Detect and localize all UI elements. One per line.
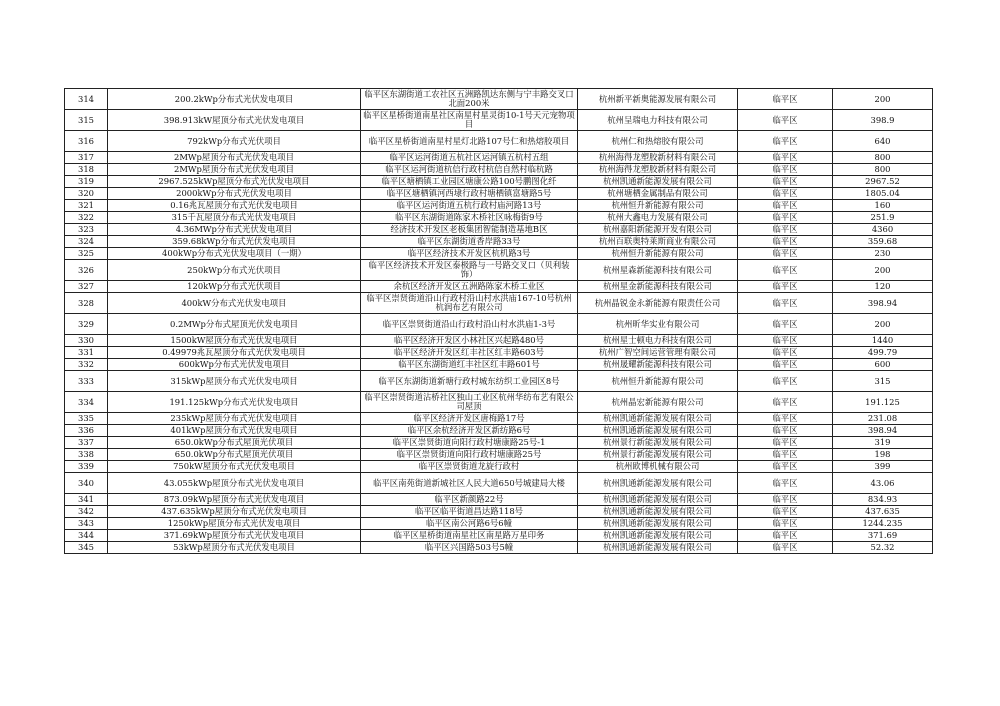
project-address-cell: 临平区兴国路503号5幢 [361, 542, 578, 554]
row-number-cell: 344 [65, 530, 108, 542]
project-name-cell: 43.055kWp屋顶分布式光伏发电项目 [108, 473, 361, 494]
table-row [65, 248, 933, 260]
table-row [65, 293, 933, 314]
table-row [65, 518, 933, 530]
table-row [65, 260, 933, 281]
project-name-cell: 315kWp屋顶分布式光伏发电项目 [108, 371, 361, 392]
row-number-cell: 318 [65, 164, 108, 176]
row-number-cell: 315 [65, 110, 108, 131]
project-name-cell: 650.0kWp分布式屋顶光伏项目 [108, 449, 361, 461]
district-cell: 临平区 [738, 506, 833, 518]
project-address-cell: 临平区临平街道昌达路118号 [361, 506, 578, 518]
project-name-cell: 0.49979兆瓦屋顶分布式光伏发电项目 [108, 347, 361, 359]
capacity-cell: 200 [833, 89, 933, 110]
row-number-cell: 337 [65, 437, 108, 449]
project-name-cell: 200.2kWp分布式光伏发电项目 [108, 89, 361, 110]
project-address-cell: 临平区运河街道五杭社区运河镇五杭村五组 [361, 152, 578, 164]
table-row [65, 359, 933, 371]
district-cell: 临平区 [738, 224, 833, 236]
project-name-cell: 400kW分布式光伏发电项目 [108, 293, 361, 314]
company-name-cell: 杭州凯通新能源发展有限公司 [578, 473, 738, 494]
district-cell: 临平区 [738, 347, 833, 359]
district-cell: 临平区 [738, 335, 833, 347]
project-address-cell: 临平区崇贤街道向阳行政村塘康路25号 [361, 449, 578, 461]
project-address-cell: 临平区东湖街道陈家木桥社区咏梅街9号 [361, 212, 578, 224]
district-cell: 临平区 [738, 293, 833, 314]
capacity-cell: 398.9 [833, 110, 933, 131]
capacity-cell: 4360 [833, 224, 933, 236]
project-name-cell: 792kWp分布式光伏项目 [108, 131, 361, 152]
project-name-cell: 750kW屋顶分布式光伏发电项目 [108, 461, 361, 473]
project-name-cell: 0.2MWp分布式屋顶光伏发电项目 [108, 314, 361, 335]
table-row [65, 212, 933, 224]
project-address-cell: 临平区南苑街道新城社区人民大道650号城建局大楼 [361, 473, 578, 494]
row-number-cell: 332 [65, 359, 108, 371]
table-row [65, 110, 933, 131]
capacity-cell: 2967.52 [833, 176, 933, 188]
project-address-cell: 临平区经济技术开发区泰极路与一号路交叉口（贝利装饰） [361, 260, 578, 281]
table-row [65, 437, 933, 449]
capacity-cell: 251.9 [833, 212, 933, 224]
table-row [65, 542, 933, 554]
table-row [65, 347, 933, 359]
project-address-cell: 临平区星桥街道南星社区南星路万星印务 [361, 530, 578, 542]
capacity-cell: 398.94 [833, 293, 933, 314]
capacity-cell: 800 [833, 164, 933, 176]
row-number-cell: 325 [65, 248, 108, 260]
district-cell: 临平区 [738, 110, 833, 131]
project-name-cell: 650.0kWp分布式屋顶光伏项目 [108, 437, 361, 449]
capacity-cell: 359.68 [833, 236, 933, 248]
capacity-cell: 319 [833, 437, 933, 449]
district-cell: 临平区 [738, 542, 833, 554]
project-address-cell: 临平区塘栖镇工业园区塘康公路100号鹏图化纤 [361, 176, 578, 188]
project-name-cell: 4.36MWp分布式光伏发电项目 [108, 224, 361, 236]
table-row [65, 281, 933, 293]
project-address-cell: 临平区南公河路6号6幢 [361, 518, 578, 530]
capacity-cell: 315 [833, 371, 933, 392]
company-name-cell: 杭州晶宏新能源有限公司 [578, 392, 738, 413]
project-address-cell: 临平区经济技术开发区杭机路3号 [361, 248, 578, 260]
capacity-cell: 160 [833, 200, 933, 212]
district-cell: 临平区 [738, 392, 833, 413]
row-number-cell: 321 [65, 200, 108, 212]
capacity-cell: 1440 [833, 335, 933, 347]
project-name-cell: 250kWp分布式光伏项目 [108, 260, 361, 281]
project-name-cell: 2967.525kWp屋顶分布式光伏发电项目 [108, 176, 361, 188]
company-name-cell: 杭州凯通新能源发展有限公司 [578, 494, 738, 506]
project-name-cell: 120kWp分布式光伏项目 [108, 281, 361, 293]
project-address-cell: 临平区运河街道五杭行政村庙河路13号 [361, 200, 578, 212]
company-name-cell: 杭州新平新奥能源发展有限公司 [578, 89, 738, 110]
row-number-cell: 322 [65, 212, 108, 224]
table-row [65, 530, 933, 542]
row-number-cell: 339 [65, 461, 108, 473]
table-row [65, 188, 933, 200]
project-name-cell: 371.69kWp屋顶分布式光伏发电项目 [108, 530, 361, 542]
company-name-cell: 杭州晶锐金永新能源有限责任公司 [578, 293, 738, 314]
row-number-cell: 323 [65, 224, 108, 236]
capacity-cell: 230 [833, 248, 933, 260]
row-number-cell: 330 [65, 335, 108, 347]
project-table-body [65, 89, 933, 554]
project-address-cell: 临平区余杭经济开发区新纺路6号 [361, 425, 578, 437]
district-cell: 临平区 [738, 176, 833, 188]
project-name-cell: 437.635kWp屋顶分布式光伏发电项目 [108, 506, 361, 518]
project-address-cell: 临平区星桥街道南星村星灯北路107号仁和热熔胶项目 [361, 131, 578, 152]
district-cell: 临平区 [738, 188, 833, 200]
district-cell: 临平区 [738, 494, 833, 506]
table-row [65, 224, 933, 236]
capacity-cell: 600 [833, 359, 933, 371]
company-name-cell: 杭州星士顿电力科技有限公司 [578, 335, 738, 347]
row-number-cell: 326 [65, 260, 108, 281]
district-cell: 临平区 [738, 200, 833, 212]
project-name-cell: 53kWp屋顶分布式光伏发电项目 [108, 542, 361, 554]
district-cell: 临平区 [738, 212, 833, 224]
table-row [65, 371, 933, 392]
project-name-cell: 401kWp屋顶分布式光伏发电项目 [108, 425, 361, 437]
capacity-cell: 640 [833, 131, 933, 152]
project-address-cell: 临平区崇贤街道沿山行政村沿山村水洪庙1-3号 [361, 314, 578, 335]
company-name-cell: 杭州海得龙塑胶新材料有限公司 [578, 164, 738, 176]
district-cell: 临平区 [738, 437, 833, 449]
table-row [65, 131, 933, 152]
row-number-cell: 319 [65, 176, 108, 188]
company-name-cell: 杭州恒升新能源有限公司 [578, 371, 738, 392]
project-name-cell: 1500kW屋顶分布式光伏发电项目 [108, 335, 361, 347]
district-cell: 临平区 [738, 131, 833, 152]
capacity-cell: 800 [833, 152, 933, 164]
table-row [65, 461, 933, 473]
row-number-cell: 335 [65, 413, 108, 425]
row-number-cell: 329 [65, 314, 108, 335]
table-row [65, 164, 933, 176]
company-name-cell: 杭州凯通新能源发展有限公司 [578, 425, 738, 437]
company-name-cell: 杭州星森新能源科技有限公司 [578, 260, 738, 281]
district-cell: 临平区 [738, 413, 833, 425]
project-name-cell: 873.09kWp屋顶分布式光伏发电项目 [108, 494, 361, 506]
company-name-cell: 杭州欧博机械有限公司 [578, 461, 738, 473]
project-table [64, 88, 933, 554]
company-name-cell: 杭州星金新能源科技有限公司 [578, 281, 738, 293]
table-row [65, 425, 933, 437]
row-number-cell: 314 [65, 89, 108, 110]
district-cell: 临平区 [738, 152, 833, 164]
row-number-cell: 338 [65, 449, 108, 461]
table-row [65, 449, 933, 461]
district-cell: 临平区 [738, 260, 833, 281]
company-name-cell: 杭州凯通新能源发展有限公司 [578, 518, 738, 530]
company-name-cell: 杭州晟耀新能源科技有限公司 [578, 359, 738, 371]
company-name-cell: 杭州景行新能源发展有限公司 [578, 437, 738, 449]
row-number-cell: 340 [65, 473, 108, 494]
capacity-cell: 198 [833, 449, 933, 461]
district-cell: 临平区 [738, 530, 833, 542]
project-address-cell: 临平区星桥街道南星社区南星村星灵街10-1号天元宠物项目 [361, 110, 578, 131]
company-name-cell: 杭州呈瑞电力科技有限公司 [578, 110, 738, 131]
row-number-cell: 336 [65, 425, 108, 437]
row-number-cell: 327 [65, 281, 108, 293]
capacity-cell: 834.93 [833, 494, 933, 506]
row-number-cell: 334 [65, 392, 108, 413]
district-cell: 临平区 [738, 89, 833, 110]
company-name-cell: 杭州昕华实业有限公司 [578, 314, 738, 335]
project-name-cell: 600kWp分布式光伏发电项目 [108, 359, 361, 371]
company-name-cell: 杭州仁和热熔胶有限公司 [578, 131, 738, 152]
district-cell: 临平区 [738, 449, 833, 461]
company-name-cell: 杭州凯通新能源发展有限公司 [578, 413, 738, 425]
capacity-cell: 1805.04 [833, 188, 933, 200]
project-address-cell: 临平区东湖街道香岸路33号 [361, 236, 578, 248]
company-name-cell: 杭州景行新能源发展有限公司 [578, 449, 738, 461]
company-name-cell: 杭州凯通新能源发展有限公司 [578, 176, 738, 188]
project-name-cell: 235kWp屋顶分布式光伏发电项目 [108, 413, 361, 425]
project-name-cell: 191.125kWp分布式光伏发电项目 [108, 392, 361, 413]
project-name-cell: 359.68kWp分布式光伏发电项目 [108, 236, 361, 248]
capacity-cell: 200 [833, 260, 933, 281]
project-name-cell: 2MWp屋顶分布式光伏发电项目 [108, 164, 361, 176]
row-number-cell: 345 [65, 542, 108, 554]
row-number-cell: 341 [65, 494, 108, 506]
row-number-cell: 316 [65, 131, 108, 152]
project-name-cell: 1250kWp屋顶分布式光伏发电项目 [108, 518, 361, 530]
company-name-cell: 杭州海得龙塑胶新材料有限公司 [578, 152, 738, 164]
project-address-cell: 临平区新颜路22号 [361, 494, 578, 506]
district-cell: 临平区 [738, 371, 833, 392]
project-address-cell: 经济技术开发区老板集团智能制造基地B区 [361, 224, 578, 236]
project-name-cell: 398.913kW屋顶分布式光伏发电项目 [108, 110, 361, 131]
project-address-cell: 临平区崇贤街道向阳行政村塘康路25号-1 [361, 437, 578, 449]
project-address-cell: 临平区经济开发区小林社区兴起路480号 [361, 335, 578, 347]
district-cell: 临平区 [738, 281, 833, 293]
table-row [65, 152, 933, 164]
table-row [65, 473, 933, 494]
district-cell: 临平区 [738, 359, 833, 371]
company-name-cell: 杭州塘栖金属制品有限公司 [578, 188, 738, 200]
district-cell: 临平区 [738, 164, 833, 176]
project-address-cell: 临平区塘栖镇河西埭行政村塘栖镇富塘路5号 [361, 188, 578, 200]
district-cell: 临平区 [738, 461, 833, 473]
table-row [65, 494, 933, 506]
company-name-cell: 杭州凯通新能源发展有限公司 [578, 506, 738, 518]
row-number-cell: 343 [65, 518, 108, 530]
capacity-cell: 43.06 [833, 473, 933, 494]
table-row [65, 176, 933, 188]
table-row [65, 413, 933, 425]
capacity-cell: 1244.235 [833, 518, 933, 530]
capacity-cell: 200 [833, 314, 933, 335]
row-number-cell: 328 [65, 293, 108, 314]
district-cell: 临平区 [738, 236, 833, 248]
capacity-cell: 499.79 [833, 347, 933, 359]
district-cell: 临平区 [738, 518, 833, 530]
company-name-cell: 杭州嘉阳新能源开发有限公司 [578, 224, 738, 236]
district-cell: 临平区 [738, 425, 833, 437]
table-row [65, 506, 933, 518]
table-row [65, 335, 933, 347]
row-number-cell: 317 [65, 152, 108, 164]
table-row [65, 392, 933, 413]
row-number-cell: 324 [65, 236, 108, 248]
project-address-cell: 临平区东湖街道新塘行政村城东纺织工业园区8号 [361, 371, 578, 392]
table-row [65, 314, 933, 335]
capacity-cell: 191.125 [833, 392, 933, 413]
row-number-cell: 342 [65, 506, 108, 518]
company-name-cell: 杭州大鑫电力发展有限公司 [578, 212, 738, 224]
company-name-cell: 杭州百联奥特莱斯商业有限公司 [578, 236, 738, 248]
project-name-cell: 0.16兆瓦屋顶分布式光伏发电项目 [108, 200, 361, 212]
row-number-cell: 333 [65, 371, 108, 392]
project-address-cell: 余杭区经济开发区五洲路陈家木桥工业区 [361, 281, 578, 293]
project-address-cell: 临平区崇贤街道沾桥社区独山工业区杭州华纺布艺有限公司屋顶 [361, 392, 578, 413]
capacity-cell: 398.94 [833, 425, 933, 437]
project-name-cell: 315千瓦屋顶分布式光伏发电项目 [108, 212, 361, 224]
table-row [65, 89, 933, 110]
project-address-cell: 临平区东湖街道工农社区五洲路凯达东侧与宁丰路交叉口北面200米 [361, 89, 578, 110]
project-address-cell: 临平区崇贤街道龙旋行政村 [361, 461, 578, 473]
capacity-cell: 52.32 [833, 542, 933, 554]
row-number-cell: 331 [65, 347, 108, 359]
project-name-cell: 2MWp屋顶分布式光伏发电项目 [108, 152, 361, 164]
district-cell: 临平区 [738, 473, 833, 494]
capacity-cell: 371.69 [833, 530, 933, 542]
project-address-cell: 临平区运河街道杭信行政村杭信自然村临杭路 [361, 164, 578, 176]
company-name-cell: 杭州恒升新能源有限公司 [578, 248, 738, 260]
project-address-cell: 临平区崇贤街道沿山行政村沿山村水洪庙167-10号杭州杭润布艺有限公司 [361, 293, 578, 314]
project-address-cell: 临平区经济开发区红丰社区红丰路603号 [361, 347, 578, 359]
table-row [65, 236, 933, 248]
capacity-cell: 437.635 [833, 506, 933, 518]
project-address-cell: 临平区东湖街道红丰社区红丰路601号 [361, 359, 578, 371]
project-address-cell: 临平区经济开发区唐梅路17号 [361, 413, 578, 425]
project-name-cell: 2000kWp分布式光伏发电项目 [108, 188, 361, 200]
capacity-cell: 231.08 [833, 413, 933, 425]
district-cell: 临平区 [738, 314, 833, 335]
district-cell: 临平区 [738, 248, 833, 260]
company-name-cell: 杭州广智空间运营管理有限公司 [578, 347, 738, 359]
company-name-cell: 杭州恒升新能源有限公司 [578, 200, 738, 212]
company-name-cell: 杭州凯通新能源发展有限公司 [578, 542, 738, 554]
project-name-cell: 400kWp分布式光伏发电项目（一期） [108, 248, 361, 260]
capacity-cell: 399 [833, 461, 933, 473]
company-name-cell: 杭州凯通新能源发展有限公司 [578, 530, 738, 542]
row-number-cell: 320 [65, 188, 108, 200]
table-row [65, 200, 933, 212]
capacity-cell: 120 [833, 281, 933, 293]
